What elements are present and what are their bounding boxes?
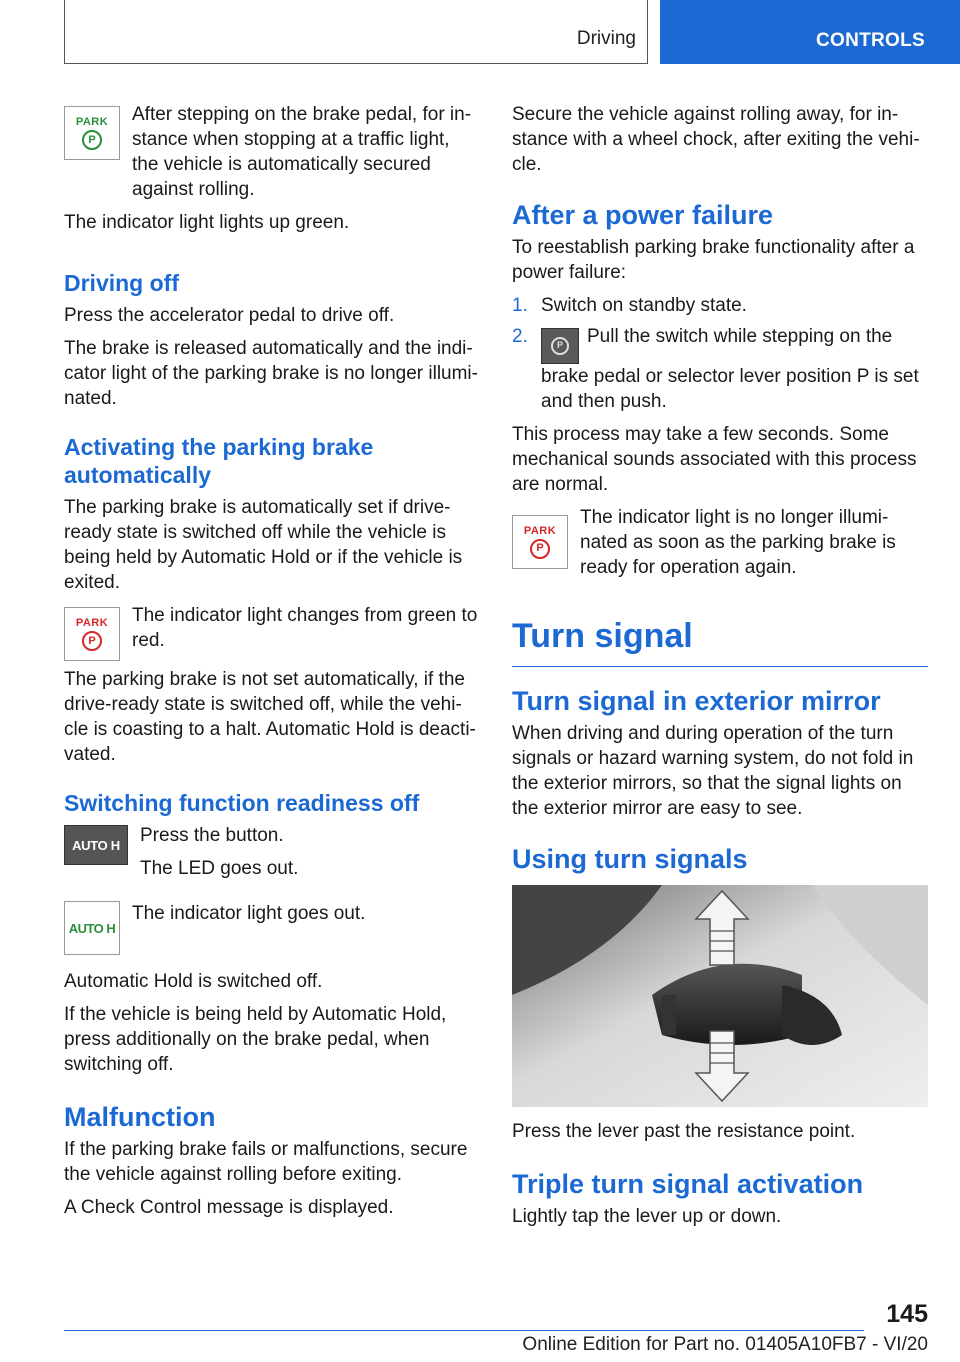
switching-heading: Switching function readiness off xyxy=(64,790,420,816)
auto-hold-button-icon xyxy=(64,825,128,865)
header-section: Driving xyxy=(576,28,636,49)
turn-signal-heading: Turn signal xyxy=(512,616,928,667)
triple-text: Lightly tap the lever up or down. xyxy=(512,1205,782,1227)
step-number: 1. xyxy=(512,295,528,316)
header-chapter: CONTROLS xyxy=(660,0,960,64)
driving-off-p2: The brake is released automatically and the indi-cator light of the parking brake is no longer illumi-nated. xyxy=(64,338,478,409)
right-intro: Secure the vehicle against rolling away, for in-stance with a wheel chock, after exiting the vehi-cle. xyxy=(512,104,920,175)
step-text: Switch on standby state. xyxy=(541,295,747,316)
using-turn-signals-heading: Using turn signals xyxy=(512,843,748,874)
footer-edition: Online Edition for Part no. 01405A10FB7 - VI/20 xyxy=(522,1334,928,1355)
left-column xyxy=(64,102,480,1228)
malfunction-heading: Malfunction xyxy=(64,1102,216,1132)
triple-heading: Triple turn signal activation xyxy=(512,1168,864,1199)
power-failure-indicator-text: The indicator light is no longer illumi-nated as soon as the parking brake is ready for operation again. xyxy=(580,506,896,578)
malfunction-p1: If the parking brake fails or malfunctions, secure the vehicle against rolling before exiting. xyxy=(64,1139,468,1185)
power-failure-p1: To reestablish parking brake functionality after a power failure: xyxy=(512,237,915,283)
park-label: PARK xyxy=(523,524,557,537)
power-failure-heading: After a power failure xyxy=(512,200,774,230)
malfunction-p2: A Check Control message is displayed. xyxy=(64,1197,394,1218)
activating-indicator-text: The indicator light changes from green to red. xyxy=(132,605,478,651)
mirror-text: When driving and during operation of the turn signals or hazard warning system, do not fold in the exterior mirrors, so that the signal lights on the exterior mirror are easy to see. xyxy=(512,722,914,819)
step-number: 2. xyxy=(512,326,528,347)
intro-text: After stepping on the brake pedal, for in-stance when stopping at a traffic light, the vehicle is automatically secured against rolling. xyxy=(132,104,472,200)
footer-divider xyxy=(64,1330,864,1331)
auto-hold-indicator-icon xyxy=(64,901,120,955)
park-green-indicator-icon xyxy=(64,106,120,160)
right-column xyxy=(512,102,928,1237)
park-symbol: P xyxy=(551,337,569,355)
activating-heading: Activating the parking brake automatically xyxy=(64,434,374,488)
switching-p1: Automatic Hold is switched off. xyxy=(64,971,323,992)
using-turn-signals-text: Press the lever past the resistance point. xyxy=(512,1120,856,1142)
power-failure-p2: This process may take a few seconds. Some mechanical sounds associated with this process are normal. xyxy=(512,423,917,495)
driving-off-heading: Driving off xyxy=(64,270,179,296)
page-number: 145 xyxy=(886,1300,928,1328)
mirror-heading: Turn signal in exterior mirror xyxy=(512,685,881,716)
park-symbol: P xyxy=(82,130,102,150)
park-symbol: P xyxy=(530,539,550,559)
list-item xyxy=(512,324,928,414)
switching-press: Press the button. xyxy=(140,825,284,846)
activating-p2: The parking brake is not set automatically, if the drive-ready state is switched off, while the vehi-cle is coasting to a halt. Automatic Hold is deacti-vated. xyxy=(64,669,476,765)
list-item xyxy=(512,293,928,318)
auto-hold-button-label: AUTO H xyxy=(72,837,120,853)
intro-indicator-text: The indicator light lights up green. xyxy=(64,212,350,233)
activating-p1: The parking brake is automatically set if drive-ready state is switched off while the vehicle is being held by Automatic Hold or if the vehicle is exited. xyxy=(64,497,463,593)
turn-signal-lever-image xyxy=(512,885,928,1107)
park-label: PARK xyxy=(75,617,109,629)
step-text: Pull the switch while stepping on the brake pedal or selector lever position P is set and then push. xyxy=(541,326,919,412)
power-failure-steps xyxy=(512,293,928,414)
switching-p2: If the vehicle is being held by Automatic Hold, press additionally on the brake pedal, when switching off. xyxy=(64,1004,447,1075)
driving-off-p1: Press the accelerator pedal to drive off. xyxy=(64,305,395,326)
auto-hold-indicator-label: AUTO H xyxy=(68,920,116,936)
park-symbol: P xyxy=(82,631,102,651)
switching-led: The LED goes out. xyxy=(140,858,299,879)
park-red-indicator-icon xyxy=(64,607,120,661)
park-red-indicator-icon xyxy=(512,515,568,569)
switching-indicator-text: The indicator light goes out. xyxy=(132,903,366,924)
park-label: PARK xyxy=(75,116,109,128)
parking-brake-switch-icon xyxy=(541,328,579,364)
